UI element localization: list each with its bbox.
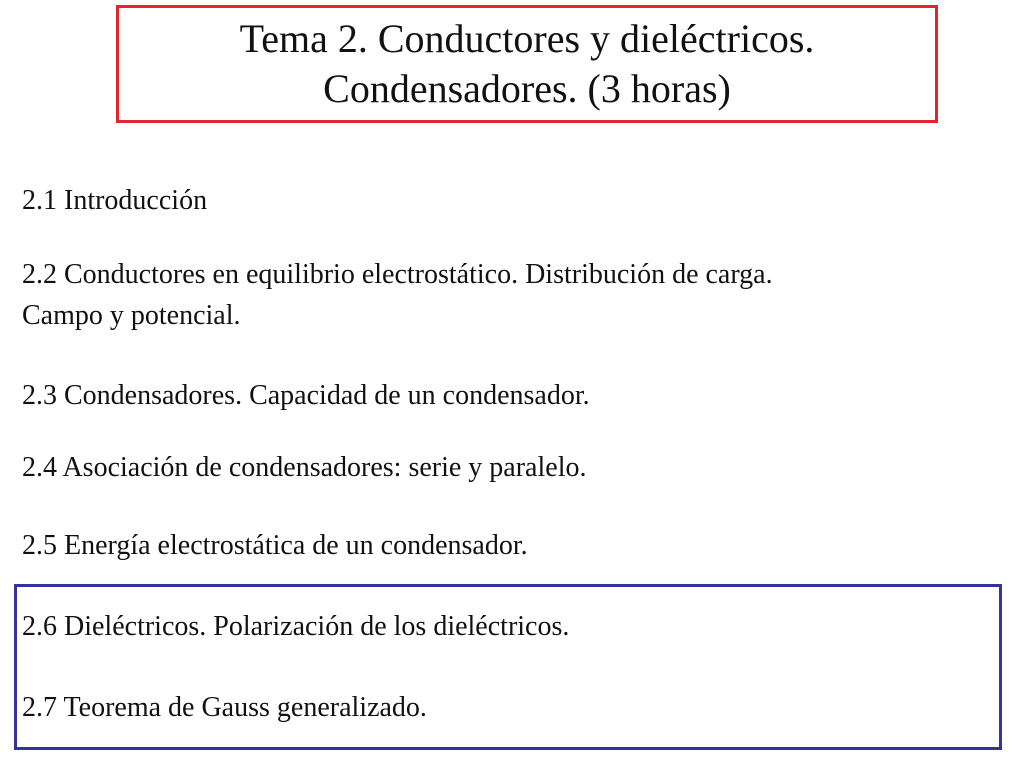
title-box [116,5,938,123]
item-2-6: 2.6 Dieléctricos. Polarización de los dieléctricos. [22,611,570,642]
item-2-5: 2.5 Energía electrostática de un condensador. [22,530,528,561]
item-2-3: 2.3 Condensadores. Capacidad de un condensador. [22,380,590,411]
item-2-4: 2.4 Asociación de condensadores: serie y paralelo. [22,452,587,483]
item-2-1: 2.1 Introducción [22,185,208,216]
title-line-1: Tema 2. Conductores y dieléctricos. [239,16,815,61]
item-2-7: 2.7 Teorema de Gauss generalizado. [22,692,427,723]
item-2-2-line-2: Campo y potencial. [22,300,241,331]
item-2-2-line-1: 2.2 Conductores en equilibrio electrostático. Distribución de carga. [22,259,773,290]
title-line-2: Condensadores. (3 horas) [323,66,731,111]
